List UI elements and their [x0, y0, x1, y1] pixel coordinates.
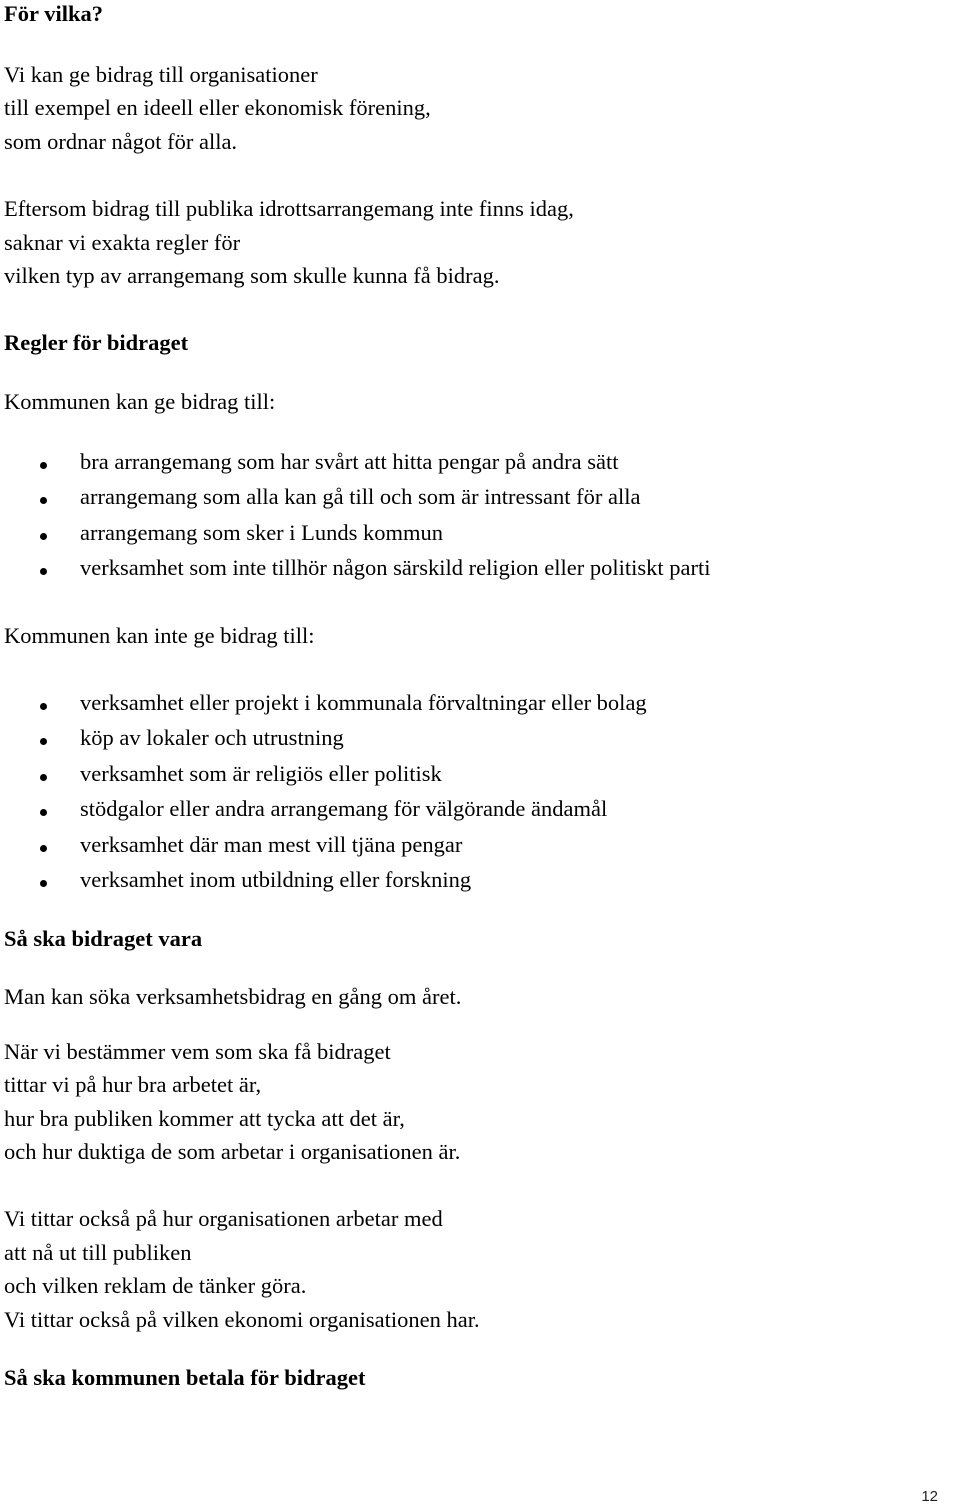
bullet-icon: [40, 533, 47, 540]
can-intro: Kommunen kan ge bidrag till:: [4, 389, 276, 414]
list-item: verksamhet som är religiös eller politisk: [80, 761, 442, 786]
heading-for-vilka: För vilka?: [4, 1, 103, 26]
text-line: som ordnar något för alla.: [4, 129, 238, 154]
list-item: köp av lokaler och utrustning: [80, 725, 344, 750]
text-line: och hur duktiga de som arbetar i organisationen är.: [4, 1139, 461, 1164]
text-line: Eftersom bidrag till publika idrottsarrangemang inte finns idag,: [4, 196, 574, 221]
bullet-icon: [40, 703, 47, 710]
list-item: arrangemang som sker i Lunds kommun: [80, 520, 444, 545]
bullet-icon: [40, 462, 47, 469]
text-line: hur bra publiken kommer att tycka att det är,: [4, 1106, 405, 1131]
text-line: att nå ut till publiken: [4, 1240, 192, 1265]
heading-sa-ska-bidraget-vara: Så ska bidraget vara: [4, 926, 203, 951]
text-line: Man kan söka verksamhetsbidrag en gång om året.: [4, 984, 462, 1009]
text-line: vilken typ av arrangemang som skulle kunna få bidrag.: [4, 263, 500, 288]
list-item: verksamhet som inte tillhör någon särskild religion eller politiskt parti: [80, 555, 711, 580]
text-line: till exempel en ideell eller ekonomisk förening,: [4, 95, 431, 120]
cannot-intro: Kommunen kan inte ge bidrag till:: [4, 623, 315, 648]
page-number: 12: [921, 1488, 938, 1505]
text-line: Vi tittar också på vilken ekonomi organisationen har.: [4, 1307, 480, 1332]
list-item: arrangemang som alla kan gå till och som är intressant för alla: [80, 484, 641, 509]
list-item: stödgalor eller andra arrangemang för välgörande ändamål: [80, 796, 608, 821]
heading-sa-ska-kommunen-betala: Så ska kommunen betala för bidraget: [4, 1365, 366, 1390]
heading-regler: Regler för bidraget: [4, 330, 189, 355]
text-line: saknar vi exakta regler för: [4, 230, 241, 255]
text-line: När vi bestämmer vem som ska få bidraget: [4, 1039, 391, 1064]
text-line: och vilken reklam de tänker göra.: [4, 1273, 307, 1298]
list-item: bra arrangemang som har svårt att hitta pengar på andra sätt: [80, 449, 619, 474]
list-item: verksamhet där man mest vill tjäna pengar: [80, 832, 463, 857]
list-item: verksamhet eller projekt i kommunala förvaltningar eller bolag: [80, 690, 647, 715]
bullet-icon: [40, 809, 47, 816]
bullet-icon: [40, 738, 47, 745]
text-line: Vi tittar också på hur organisationen arbetar med: [4, 1206, 443, 1231]
text-line: Vi kan ge bidrag till organisationer: [4, 62, 318, 87]
bullet-icon: [40, 774, 47, 781]
bullet-icon: [40, 880, 47, 887]
bullet-icon: [40, 568, 47, 575]
list-item: verksamhet inom utbildning eller forskning: [80, 867, 472, 892]
bullet-icon: [40, 497, 47, 504]
text-line: tittar vi på hur bra arbetet är,: [4, 1072, 262, 1097]
bullet-icon: [40, 845, 47, 852]
